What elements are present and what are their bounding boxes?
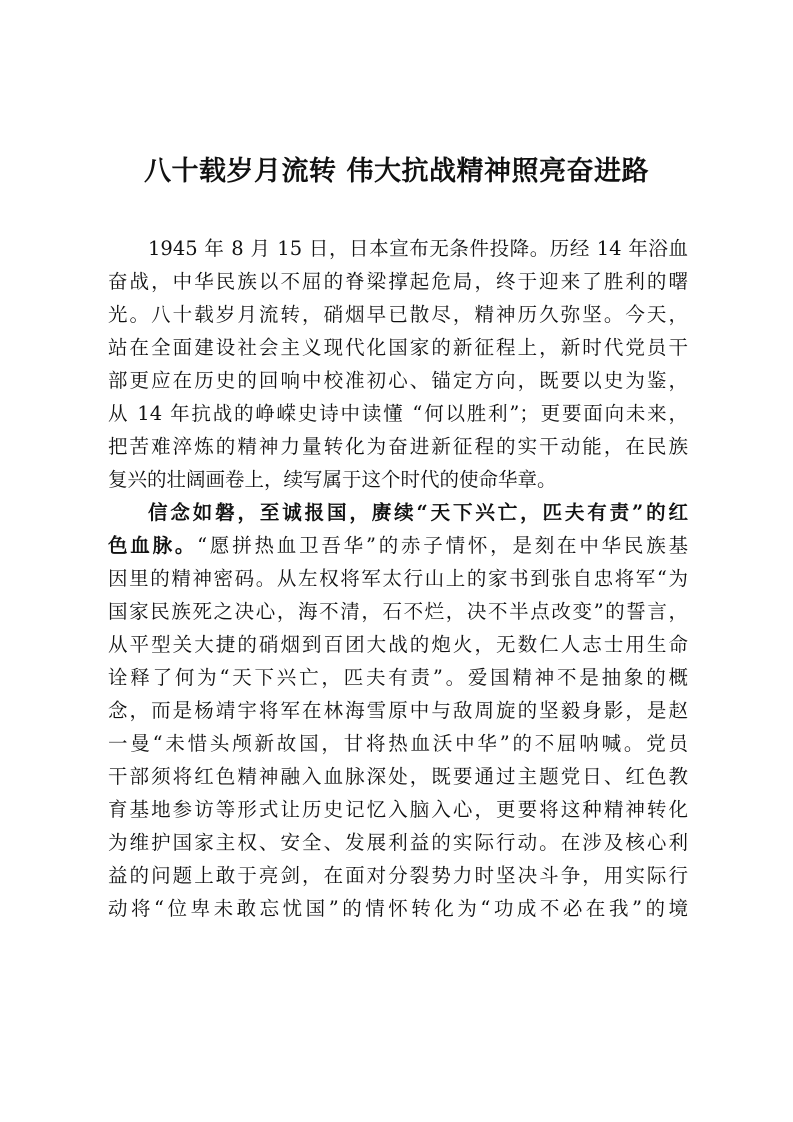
paragraph-line: 一曼“未惜头颅新故国，甘将热血沃中华”的不屈呐喊。党员: [108, 732, 688, 755]
paragraph-line: 光。八十载岁月流转，硝烟早已散尽，精神历久弥坚。今天，: [108, 303, 688, 326]
paragraph-line: 把苦难淬炼的精神力量转化为奋进新征程的实干动能，在民族: [108, 435, 688, 458]
paragraph-line: 从平型关大捷的硝烟到百团大战的炮火，无数仁人志士用生命: [108, 633, 688, 656]
document-title: 八十载岁月流转 伟大抗战精神照亮奋进路: [144, 156, 649, 187]
paragraph-lead-line: 信念如磐，至诚报国，赓续“天下兴亡，匹夫有责”的红: [148, 501, 688, 524]
paragraph-line: 念，而是杨靖宇将军在林海雪原中与敌周旋的坚毅身影，是赵: [108, 699, 688, 722]
paragraph-line: 复兴的壮阔画卷上，续写属于这个时代的使命华章。: [108, 468, 557, 491]
paragraph-text: “愿拼热血卫吾华”的赤子情怀，是刻在中华民族基: [197, 534, 688, 557]
paragraph-line: 从 14 年抗战的峥嵘史诗中读懂 “何以胜利”；更要面向未来，: [108, 402, 688, 425]
paragraph-line: 干部须将红色精神融入血脉深处，既要通过主题党日、红色教: [108, 765, 688, 788]
paragraph-line: 诠释了何为“天下兴亡，匹夫有责”。爱国精神不是抽象的概: [108, 666, 688, 689]
paragraph-1: [108, 232, 688, 496]
paragraph-line: 益的问题上敢于亮剑，在面对分裂势力时坚决斗争，用实际行: [108, 864, 688, 887]
paragraph-line: [108, 529, 688, 562]
paragraph-line: 为维护国家主权、安全、发展利益的实际行动。在涉及核心利: [108, 831, 688, 854]
paragraph-line: 部更应在历史的回响中校准初心、锚定方向，既要以史为鉴，: [108, 369, 688, 392]
paragraph-line: 动将“位卑未敢忘忧国”的情怀转化为“功成不必在我”的境: [108, 897, 688, 920]
paragraph-line: 1945 年 8 月 15 日，日本宣布无条件投降。历经 14 年浴血: [148, 237, 688, 260]
paragraph-line: 国家民族死之决心，海不清，石不烂，决不半点改变”的誓言，: [108, 600, 688, 623]
paragraph-2: [108, 496, 688, 925]
paragraph-lead-text: 色血脉。: [108, 534, 198, 557]
paragraph-line: 奋战，中华民族以不屈的脊梁撑起危局，终于迎来了胜利的曙: [108, 270, 688, 293]
document-body: [108, 232, 688, 925]
paragraph-line: 育基地参访等形式让历史记忆入脑入心，更要将这种精神转化: [108, 798, 688, 821]
paragraph-line: 因里的精神密码。从左权将军太行山上的家书到张自忠将军“为: [108, 567, 688, 590]
paragraph-line: 站在全面建设社会主义现代化国家的新征程上，新时代党员干: [108, 336, 688, 359]
